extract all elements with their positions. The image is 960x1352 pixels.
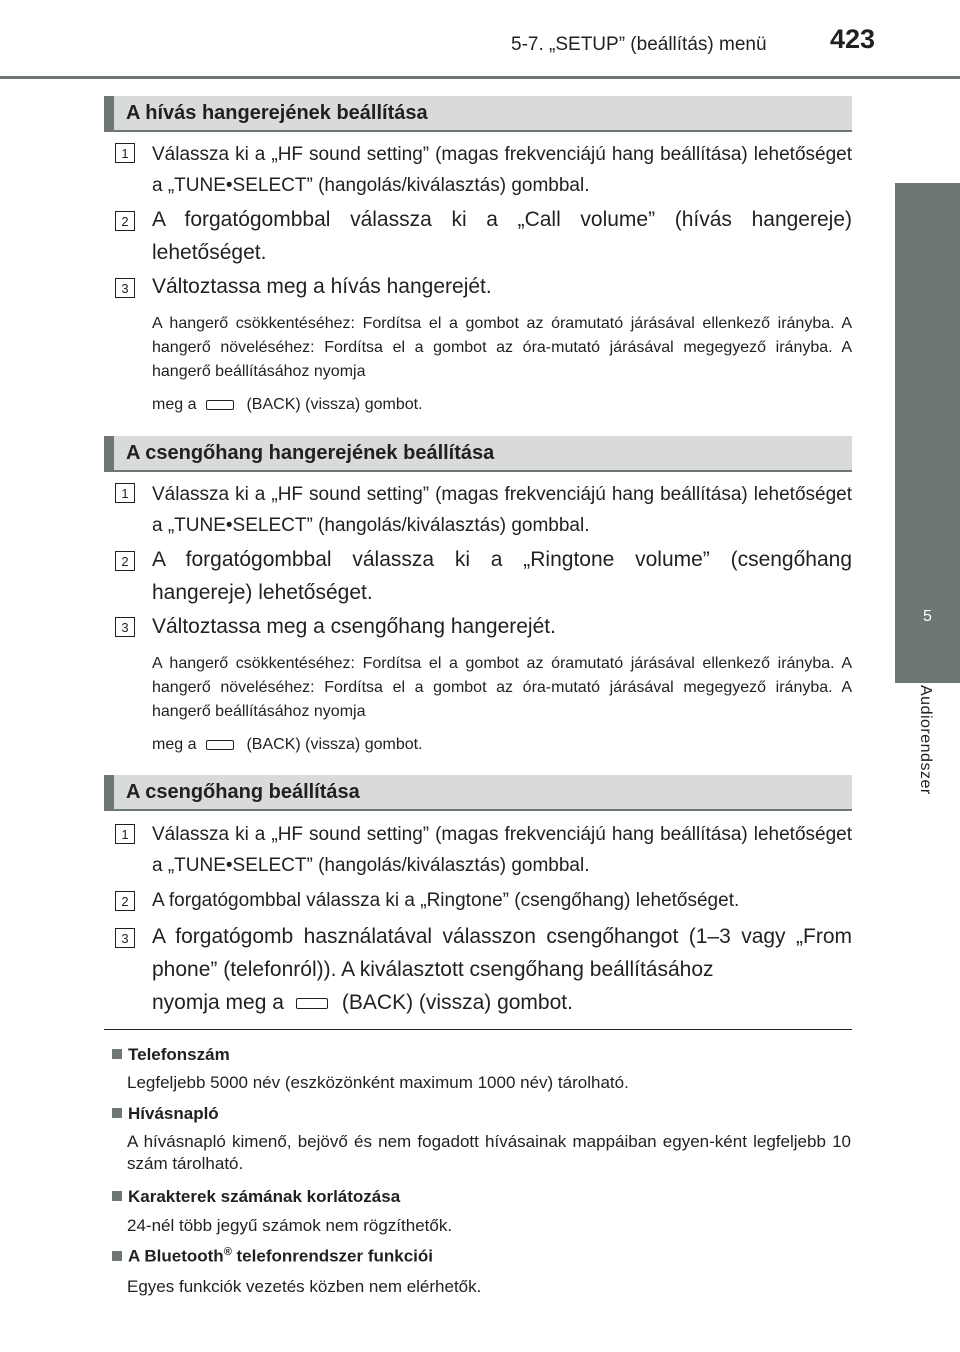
step-text: Változtassa meg a hívás hangerejét. xyxy=(152,275,492,298)
chapter-label: Audiorendszer xyxy=(917,685,934,795)
step-text-prefix: nyomja meg a xyxy=(152,991,284,1014)
footnote-title xyxy=(112,1246,433,1267)
step-text: A forgatógombbal válassza ki a „Ringtone volume” (csengőhang hangereje) lehetőséget. xyxy=(152,548,852,604)
section-heading-bar xyxy=(104,436,114,472)
section-heading-text: A csengőhang hangerejének beállítása xyxy=(126,442,495,464)
note-prefix: meg a xyxy=(152,736,197,753)
step-text: Válassza ki a „HF sound setting” (magas frekvenciájú hang beállítása) lehetőséget a „TUNE•SELECT” (hangolás/kiválasztás) gombbal. xyxy=(152,144,852,196)
footnote-title xyxy=(112,1045,230,1065)
step-number: 3 xyxy=(115,928,135,948)
step-text-suffix: (BACK) (vissza) gombot. xyxy=(341,991,573,1014)
step-note-end xyxy=(152,736,423,754)
step-number: 2 xyxy=(115,551,135,571)
step-note: A hangerő csökkentéséhez: Fordítsa el a gombot az óramutató járásával ellenkező irányba. A hangerő növeléséhez: Fordítsa el a gombot az óra-mutató járásával megegyező irányba. A hangerő beállításához nyomja xyxy=(152,655,852,720)
step-number: 2 xyxy=(115,211,135,231)
section-heading-text: A hívás hangerejének beállítása xyxy=(126,102,428,124)
step-text: A forgatógombbal válassza ki a „Ringtone” (csengőhang) lehetőséget. xyxy=(152,890,740,911)
step-text: A forgatógomb használatával válasszon csengőhangot (1–3 vagy „From phone” (telefonról)). A kiválasztott csengőhang beállításához xyxy=(152,925,852,981)
square-bullet-icon xyxy=(112,1049,122,1059)
footnote-title-text: A Bluetooth xyxy=(128,1246,224,1266)
footnote-title xyxy=(112,1187,400,1207)
section-heading xyxy=(104,436,852,472)
footnote-body: A hívásnapló kimenő, bejövő és nem fogadott hívásainak mappáiban egyen-ként legfeljebb 10 szám tárolható. xyxy=(127,1132,851,1173)
back-button-icon xyxy=(206,740,234,750)
step-note-end xyxy=(152,396,423,414)
section-heading xyxy=(104,775,852,811)
note-suffix: (BACK) (vissza) gombot. xyxy=(246,736,423,753)
footnote-title-text: Telefonszám xyxy=(128,1045,230,1064)
section-heading xyxy=(104,96,852,132)
square-bullet-icon xyxy=(112,1251,122,1261)
footnote-title xyxy=(112,1104,219,1124)
back-button-icon xyxy=(296,998,328,1009)
section-heading-bar xyxy=(104,96,114,132)
step-number: 3 xyxy=(115,617,135,637)
step-note: A hangerő csökkentéséhez: Fordítsa el a gombot az óramutató járásával ellenkező irányba. A hangerő növeléséhez: Fordítsa el a gombot az óra-mutató járásával megegyező irányba. A hangerő beállításához nyomja xyxy=(152,315,852,380)
step-text: Válassza ki a „HF sound setting” (magas frekvenciájú hang beállítása) lehetőséget a „TUNE•SELECT” (hangolás/kiválasztás) gombbal. xyxy=(152,484,852,536)
back-button-icon xyxy=(206,400,234,410)
step-text: Válassza ki a „HF sound setting” (magas frekvenciájú hang beállítása) lehetőséget a „TUNE•SELECT” (hangolás/kiválasztás) gombbal. xyxy=(152,824,852,876)
step-text-end xyxy=(152,986,852,1019)
step-number: 1 xyxy=(115,483,135,503)
footnote-divider xyxy=(104,1029,852,1030)
square-bullet-icon xyxy=(112,1191,122,1201)
footnote-title-text: Hívásnapló xyxy=(128,1104,219,1123)
step-number: 1 xyxy=(115,824,135,844)
step-text: A forgatógombbal válassza ki a „Call volume” (hívás hangereje) lehetőséget. xyxy=(152,208,852,264)
footnote-title-text: Karakterek számának korlátozása xyxy=(128,1187,401,1206)
step-number: 3 xyxy=(115,278,135,298)
footnote-body: 24-nél több jegyű számok nem rögzíthetők. xyxy=(127,1216,453,1235)
page-number: 423 xyxy=(830,24,876,54)
header-rule xyxy=(0,76,960,79)
square-bullet-icon xyxy=(112,1108,122,1118)
note-prefix: meg a xyxy=(152,396,197,413)
section-heading-text: A csengőhang beállítása xyxy=(126,781,360,803)
step-number: 1 xyxy=(115,143,135,163)
chapter-number: 5 xyxy=(923,608,932,625)
step-text: Változtassa meg a csengőhang hangerejét. xyxy=(152,615,556,638)
note-suffix: (BACK) (vissza) gombot. xyxy=(246,396,423,413)
footnote-body: Egyes funkciók vezetés közben nem elérhetők. xyxy=(127,1277,482,1296)
footnote-title-suffix: telefonrendszer funkciói xyxy=(231,1246,433,1266)
registered-mark: ® xyxy=(223,1246,232,1258)
step-number: 2 xyxy=(115,891,135,911)
section-heading-bar xyxy=(104,775,114,811)
footnote-body: Legfeljebb 5000 név (eszközönként maximum 1000 név) tárolható. xyxy=(127,1073,629,1092)
running-header-title: 5-7. „SETUP” (beállítás) menü xyxy=(511,34,767,55)
